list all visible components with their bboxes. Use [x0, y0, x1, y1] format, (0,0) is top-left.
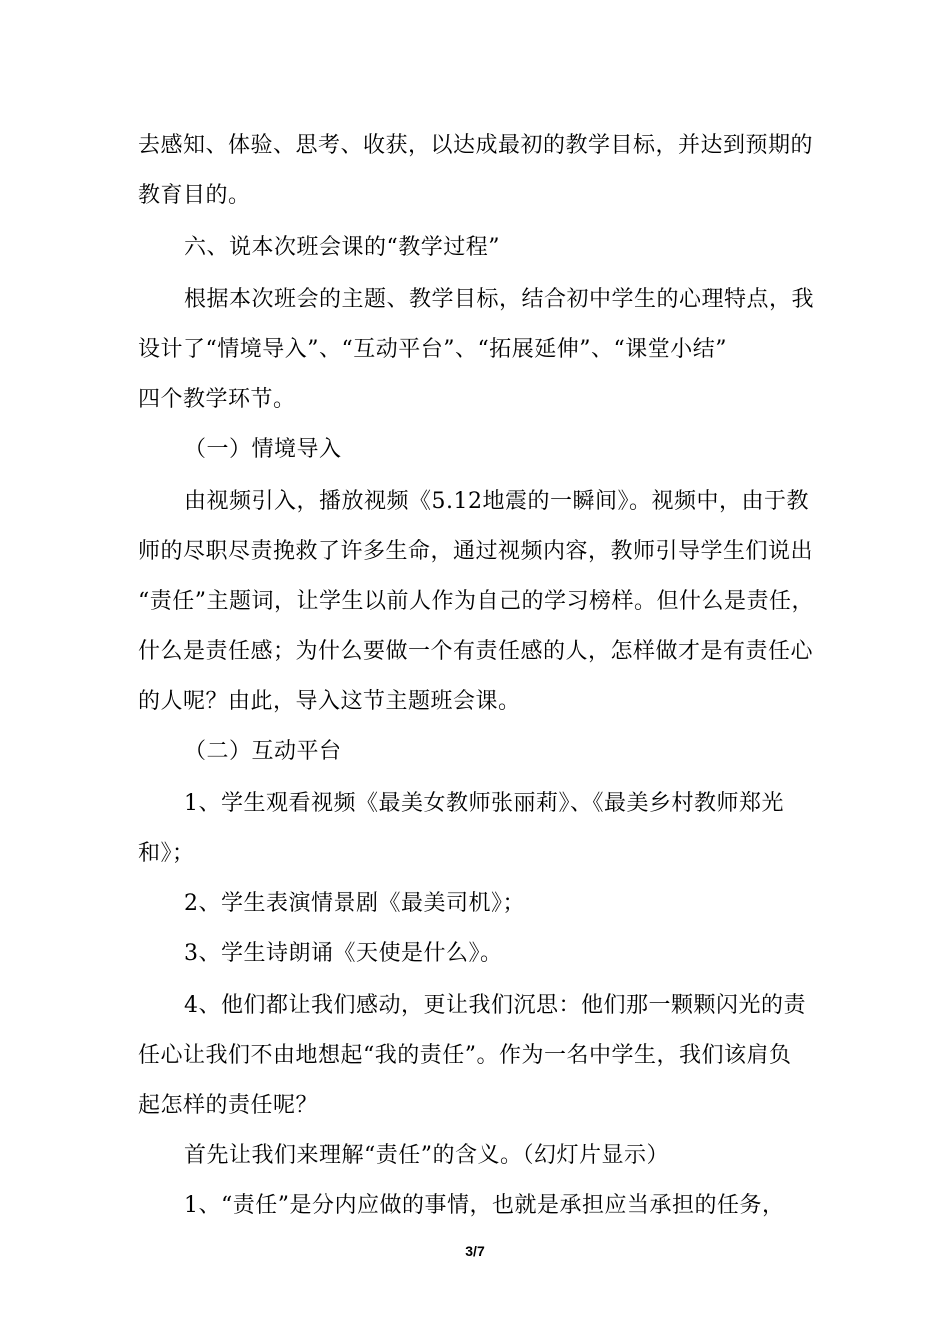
list-item-line: 起怎样的责任呢？ — [138, 1093, 319, 1118]
paragraph-line: 教育目的。 — [138, 183, 251, 208]
definition-line: 1、“责任”是分内应做的事情，也就是承担应当承担的任务， — [184, 1193, 785, 1218]
list-item-line: 和》； — [138, 841, 195, 866]
page-number: 3/7 — [465, 1243, 485, 1259]
paragraph-line: 四个教学环节。 — [138, 387, 296, 412]
paragraph-line: 师的尽职尽责挽救了许多生命，通过视频内容，教师引导学生们说出 — [138, 539, 814, 564]
paragraph-line: 由视频引入，播放视频《5.12地震的一瞬间》。视频中，由于教 — [184, 489, 809, 514]
list-item-line: 3、学生诗朗诵《天使是什么》。 — [184, 941, 503, 966]
list-item-line: 1、学生观看视频《最美女教师张丽莉》、《最美乡村教师郑光 — [184, 791, 784, 816]
subsection-heading: （一）情境导入 — [184, 437, 342, 462]
paragraph-line: 首先让我们来理解“责任”的含义。（幻灯片显示） — [184, 1143, 669, 1168]
subsection-heading: （二）互动平台 — [184, 739, 342, 764]
paragraph-line: 设计了“情境导入”、“互动平台”、“拓展延伸”、“课堂小结” — [138, 337, 727, 362]
list-item-line: 4、他们都让我们感动，更让我们沉思：他们那一颗颗闪光的责 — [184, 993, 806, 1018]
paragraph-line: 根据本次班会的主题、教学目标，结合初中学生的心理特点，我 — [184, 287, 815, 312]
paragraph-line: 什么是责任感；为什么要做一个有责任感的人，怎样做才是有责任心 — [138, 639, 814, 664]
paragraph-line: “责任”主题词，让学生以前人作为自己的学习榜样。但什么是责任， — [138, 589, 814, 614]
paragraph-line: 的人呢？由此，导入这节主题班会课。 — [138, 689, 521, 714]
paragraph-line: 去感知、体验、思考、收获，以达成最初的教学目标，并达到预期的 — [138, 133, 814, 158]
section-heading: 六、说本次班会课的“教学过程” — [184, 235, 500, 260]
list-item-line: 2、学生表演情景剧《最美司机》； — [184, 891, 525, 916]
list-item-line: 任心让我们不由地想起“我的责任”。作为一名中学生，我们该肩负 — [138, 1043, 792, 1068]
